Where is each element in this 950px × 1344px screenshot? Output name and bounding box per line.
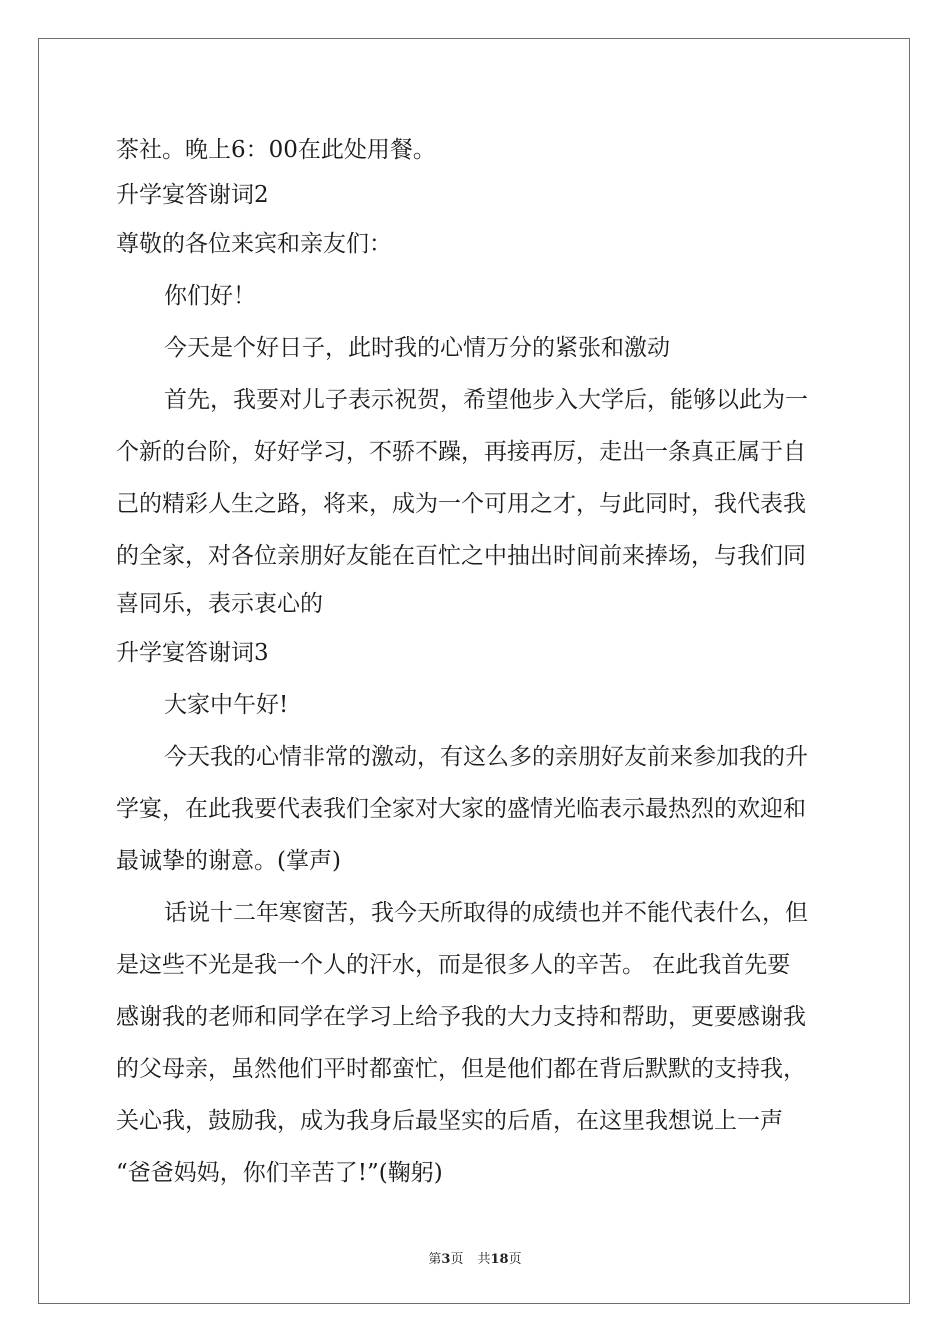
body-line: 己的精彩人生之路，将来，成为一个可用之才，与此同时，我代表我	[116, 491, 806, 517]
page-suffix: 页	[450, 1252, 464, 1267]
body-line: 学宴，在此我要代表我们全家对大家的盛情光临表示最热烈的欢迎和	[116, 796, 806, 822]
body-line: 首先，我要对儿子表示祝贺，希望他步入大学后，能够以此为一	[164, 387, 808, 413]
body-line: 今天我的心情非常的激动，有这么多的亲朋好友前来参加我的升	[164, 744, 808, 770]
body-line: 关心我，鼓励我，成为我身后最坚实的后盾，在这里我想说上一声	[116, 1108, 783, 1134]
section-heading: 升学宴答谢词3	[116, 640, 269, 666]
body-line: 茶社。晚上6：00在此处用餐。	[116, 137, 436, 163]
greeting: 你们好！	[164, 283, 256, 309]
document-body	[116, 128, 836, 1199]
page-prefix: 第	[428, 1252, 442, 1267]
body-line: “爸爸妈妈，你们辛苦了!”(鞠躬)	[116, 1160, 443, 1186]
body-line: 感谢我的老师和同学在学习上给予我的大力支持和帮助，更要感谢我	[116, 1004, 806, 1030]
page-number: 3	[441, 1252, 451, 1267]
body-line: 最诚挚的谢意。(掌声)	[116, 848, 341, 874]
greeting: 大家中午好!	[164, 692, 289, 718]
total-pages: 18	[490, 1252, 509, 1267]
page-footer	[0, 1248, 950, 1267]
body-line: 个新的台阶，好好学习，不骄不躁，再接再厉，走出一条真正属于自	[116, 439, 806, 465]
total-suffix: 页	[508, 1252, 522, 1267]
body-line: 的父母亲，虽然他们平时都蛮忙，但是他们都在背后默默的支持我，	[116, 1056, 806, 1082]
body-line: 喜同乐，表示衷心的	[116, 591, 323, 617]
body-line: 的全家，对各位亲朋好友能在百忙之中抽出时间前来捧场，与我们同	[116, 543, 806, 569]
salutation: 尊敬的各位来宾和亲友们：	[116, 231, 392, 257]
body-line: 是这些不光是我一个人的汗水，而是很多人的辛苦。 在此我首先要	[116, 952, 791, 978]
total-prefix: 共	[477, 1252, 491, 1267]
body-line: 话说十二年寒窗苦，我今天所取得的成绩也并不能代表什么，但	[164, 900, 808, 926]
section-heading: 升学宴答谢词2	[116, 182, 269, 208]
body-line: 今天是个好日子，此时我的心情万分的紧张和激动	[164, 335, 670, 361]
